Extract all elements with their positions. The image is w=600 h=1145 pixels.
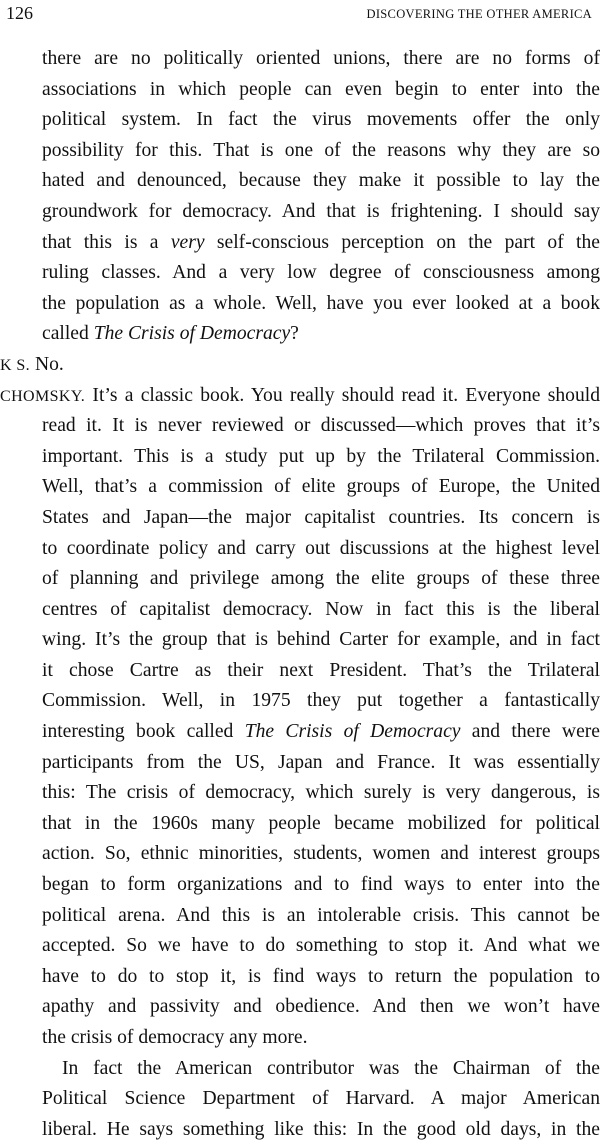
dialogue-line: [0, 381, 600, 412]
text-line: to coordinate policy and carry out discussions at the highest level: [42, 537, 600, 559]
text-line: [42, 228, 600, 259]
speaker-label: CHOMSKY.: [0, 387, 86, 405]
text-line: this: The crisis of democracy, which surely is very dangerous, is: [42, 782, 600, 804]
text-segment: that this is a: [42, 231, 171, 253]
emphasis-text: very: [170, 231, 205, 253]
text-line: read it. It is never reviewed or discussed—which proves that it’s: [42, 415, 600, 437]
text-segment: self-conscious perception on the part of the: [204, 231, 600, 253]
text-segment: It’s a classic book. You really should read it. Everyone should: [85, 384, 600, 406]
text-line: participants from the US, Japan and France. It was essentially: [42, 751, 600, 773]
dialogue-line: [0, 350, 600, 381]
text-segment: No.: [30, 353, 64, 375]
text-line: liberal. He says something like this: In the good old days, in the: [42, 1118, 600, 1140]
text-line: political system. In fact the virus movements offer the only: [42, 109, 600, 131]
text-line: have to do to stop it, is find ways to return the population to: [42, 965, 600, 987]
text-line: [42, 717, 600, 748]
text-segment: interesting book called: [42, 721, 245, 743]
running-head: [6, 0, 592, 30]
page-number: 126: [6, 3, 33, 23]
body-text: [0, 44, 600, 1145]
text-line: began to form organizations and to find ways to enter into the: [42, 874, 600, 896]
text-line: States and Japan—the major capitalist countries. Its concern is: [42, 506, 600, 528]
text-segment: ?: [290, 323, 299, 345]
text-segment: called: [42, 323, 94, 345]
text-line: it chose Cartre as their next President. That’s the Trilateral: [42, 659, 600, 681]
text-line: groundwork for democracy. And that is frightening. I should say: [42, 200, 600, 222]
text-line: that in the 1960s many people became mobilized for political: [42, 812, 600, 834]
text-line: the population as a whole. Well, have you ever looked at a book: [42, 292, 600, 314]
text-line: the crisis of democracy any more.: [42, 1027, 308, 1048]
text-line: Political Science Department of Harvard. A major American: [42, 1088, 600, 1110]
text-line: important. This is a study put up by the Trilateral Commission.: [42, 445, 600, 467]
text-line: there are no politically oriented unions, there are no forms of: [42, 48, 600, 69]
text-segment: and there were: [460, 721, 600, 743]
text-line: ruling classes. And a very low degree of consciousness among: [42, 262, 600, 284]
paragraph-first-line: In fact the American contributor was the Chairman of the: [62, 1057, 600, 1079]
book-title: The Crisis of Democracy: [244, 721, 461, 743]
text-line: Commission. Well, in 1975 they put together a fantastically: [42, 690, 600, 712]
running-title: DISCOVERING THE OTHER AMERICA: [366, 7, 592, 21]
text-line: associations in which people can even begin to enter into the: [42, 78, 600, 100]
text-line: wing. It’s the group that is behind Carter for example, and in fact: [42, 629, 600, 651]
text-line: apathy and passivity and obedience. And then we won’t have: [42, 996, 600, 1018]
text-line: centres of capitalist democracy. Now in fact this is the liberal: [42, 598, 600, 620]
text-line: possibility for this. That is one of the reasons why they are so: [42, 139, 600, 161]
text-line: accepted. So we have to do something to stop it. And what we: [42, 935, 600, 957]
text-line: action. So, ethnic minorities, students, women and interest groups: [42, 843, 600, 865]
text-line: [42, 319, 600, 350]
text-line: of planning and privilege among the elite groups of these three: [42, 568, 600, 590]
text-line: hated and denounced, because they make it possible to lay the: [42, 170, 600, 192]
speaker-label: K S.: [0, 356, 31, 374]
book-title: The Crisis of Democracy: [93, 323, 291, 345]
text-line: Well, that’s a commission of elite groups of Europe, the United: [42, 476, 600, 498]
text-line: political arena. And this is an intolerable crisis. This cannot be: [42, 904, 600, 926]
